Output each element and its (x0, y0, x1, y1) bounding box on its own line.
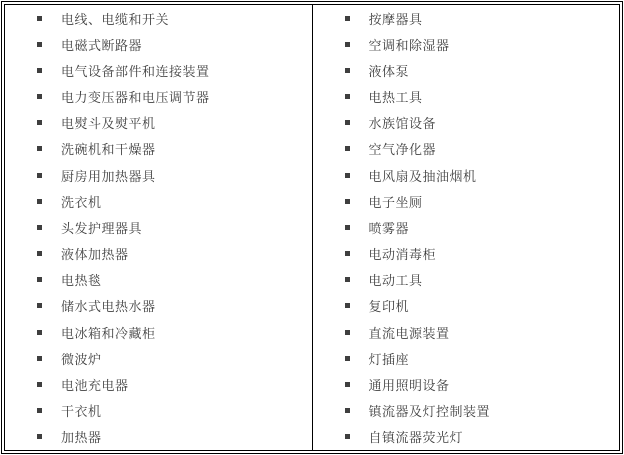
list-item (5, 110, 312, 136)
list-item (313, 267, 620, 293)
square-bullet-icon (345, 120, 350, 125)
square-bullet-icon (37, 225, 42, 230)
list-item (5, 398, 312, 424)
list-item (5, 84, 312, 110)
list-item (313, 398, 620, 424)
left-category-list (5, 5, 312, 450)
category-label: 干衣机 (61, 405, 102, 421)
square-bullet-icon (345, 199, 350, 204)
square-bullet-icon (345, 42, 350, 47)
category-label: 储水式电热水器 (61, 300, 156, 316)
list-item (313, 31, 620, 57)
square-bullet-icon (345, 356, 350, 361)
category-label: 电力变压器和电压调节器 (61, 91, 210, 107)
square-bullet-icon (345, 330, 350, 335)
category-table (4, 4, 620, 451)
square-bullet-icon (345, 408, 350, 413)
square-bullet-icon (37, 382, 42, 387)
category-label: 灯插座 (368, 352, 410, 368)
list-item (5, 345, 312, 371)
category-label: 电线、电缆和开关 (61, 12, 170, 28)
square-bullet-icon (37, 251, 42, 256)
list-item (5, 31, 312, 57)
category-label: 按摩器具 (368, 12, 423, 28)
list-item (313, 214, 620, 240)
square-bullet-icon (37, 303, 42, 308)
category-label: 喷雾器 (368, 221, 410, 237)
category-label: 电子坐厕 (368, 195, 423, 211)
left-column-cell (5, 5, 313, 451)
category-label: 电熨斗及熨平机 (61, 117, 156, 133)
list-item (313, 345, 620, 371)
square-bullet-icon (345, 225, 350, 230)
list-item (5, 319, 312, 345)
category-label: 复印机 (368, 300, 410, 316)
right-category-list (313, 5, 620, 450)
square-bullet-icon (37, 94, 42, 99)
list-item (313, 424, 620, 450)
square-bullet-icon (37, 356, 42, 361)
list-item (5, 136, 312, 162)
square-bullet-icon (37, 16, 42, 21)
category-label: 水族馆设备 (368, 117, 437, 133)
square-bullet-icon (345, 16, 350, 21)
list-item (313, 5, 620, 31)
category-label: 电冰箱和冷藏柜 (61, 326, 156, 342)
category-label: 电磁式断路器 (61, 38, 143, 54)
category-table-frame (1, 1, 623, 454)
list-item (5, 241, 312, 267)
square-bullet-icon (345, 251, 350, 256)
category-label: 微波炉 (61, 352, 102, 368)
category-label: 电气设备部件和连接装置 (61, 64, 210, 80)
square-bullet-icon (345, 68, 350, 73)
square-bullet-icon (37, 68, 42, 73)
category-label: 加热器 (61, 431, 102, 447)
list-item (5, 293, 312, 319)
list-item (313, 241, 620, 267)
square-bullet-icon (37, 434, 42, 439)
category-label: 电动消毒柜 (368, 248, 437, 264)
square-bullet-icon (37, 120, 42, 125)
list-item (313, 162, 620, 188)
category-label: 自镇流器荧光灯 (368, 431, 464, 447)
square-bullet-icon (37, 408, 42, 413)
square-bullet-icon (345, 434, 350, 439)
list-item (5, 57, 312, 83)
list-item (313, 293, 620, 319)
list-item (313, 110, 620, 136)
category-label: 电池充电器 (61, 378, 129, 394)
square-bullet-icon (345, 382, 350, 387)
square-bullet-icon (37, 146, 42, 151)
category-label: 电热毯 (61, 274, 102, 290)
list-item (5, 267, 312, 293)
square-bullet-icon (37, 42, 42, 47)
square-bullet-icon (37, 199, 42, 204)
category-label: 直流电源装置 (368, 326, 450, 342)
table-row (5, 5, 620, 451)
category-label: 电风扇及抽油烟机 (368, 169, 477, 185)
square-bullet-icon (345, 303, 350, 308)
square-bullet-icon (345, 94, 350, 99)
category-label: 电动工具 (368, 274, 423, 290)
category-label: 通用照明设备 (368, 378, 450, 394)
category-label: 液体加热器 (61, 248, 129, 264)
category-label: 头发护理器具 (61, 221, 143, 237)
square-bullet-icon (37, 173, 42, 178)
list-item (313, 319, 620, 345)
category-label: 电热工具 (368, 91, 423, 107)
list-item (5, 214, 312, 240)
list-item (5, 5, 312, 31)
list-item (313, 57, 620, 83)
square-bullet-icon (345, 173, 350, 178)
square-bullet-icon (37, 330, 42, 335)
list-item (5, 371, 312, 397)
category-label: 厨房用加热器具 (61, 169, 156, 185)
list-item (313, 188, 620, 214)
square-bullet-icon (37, 277, 42, 282)
square-bullet-icon (345, 277, 350, 282)
category-label: 空气净化器 (368, 143, 437, 159)
list-item (313, 84, 620, 110)
category-label: 镇流器及灯控制装置 (368, 405, 491, 421)
list-item (5, 424, 312, 450)
category-label: 洗碗机和干燥器 (61, 143, 156, 159)
right-column-cell (312, 5, 620, 451)
category-label: 液体泵 (368, 64, 410, 80)
category-label: 空调和除湿器 (368, 38, 450, 54)
square-bullet-icon (345, 146, 350, 151)
list-item (313, 136, 620, 162)
category-label: 洗衣机 (61, 195, 102, 211)
list-item (5, 188, 312, 214)
list-item (313, 371, 620, 397)
list-item (5, 162, 312, 188)
